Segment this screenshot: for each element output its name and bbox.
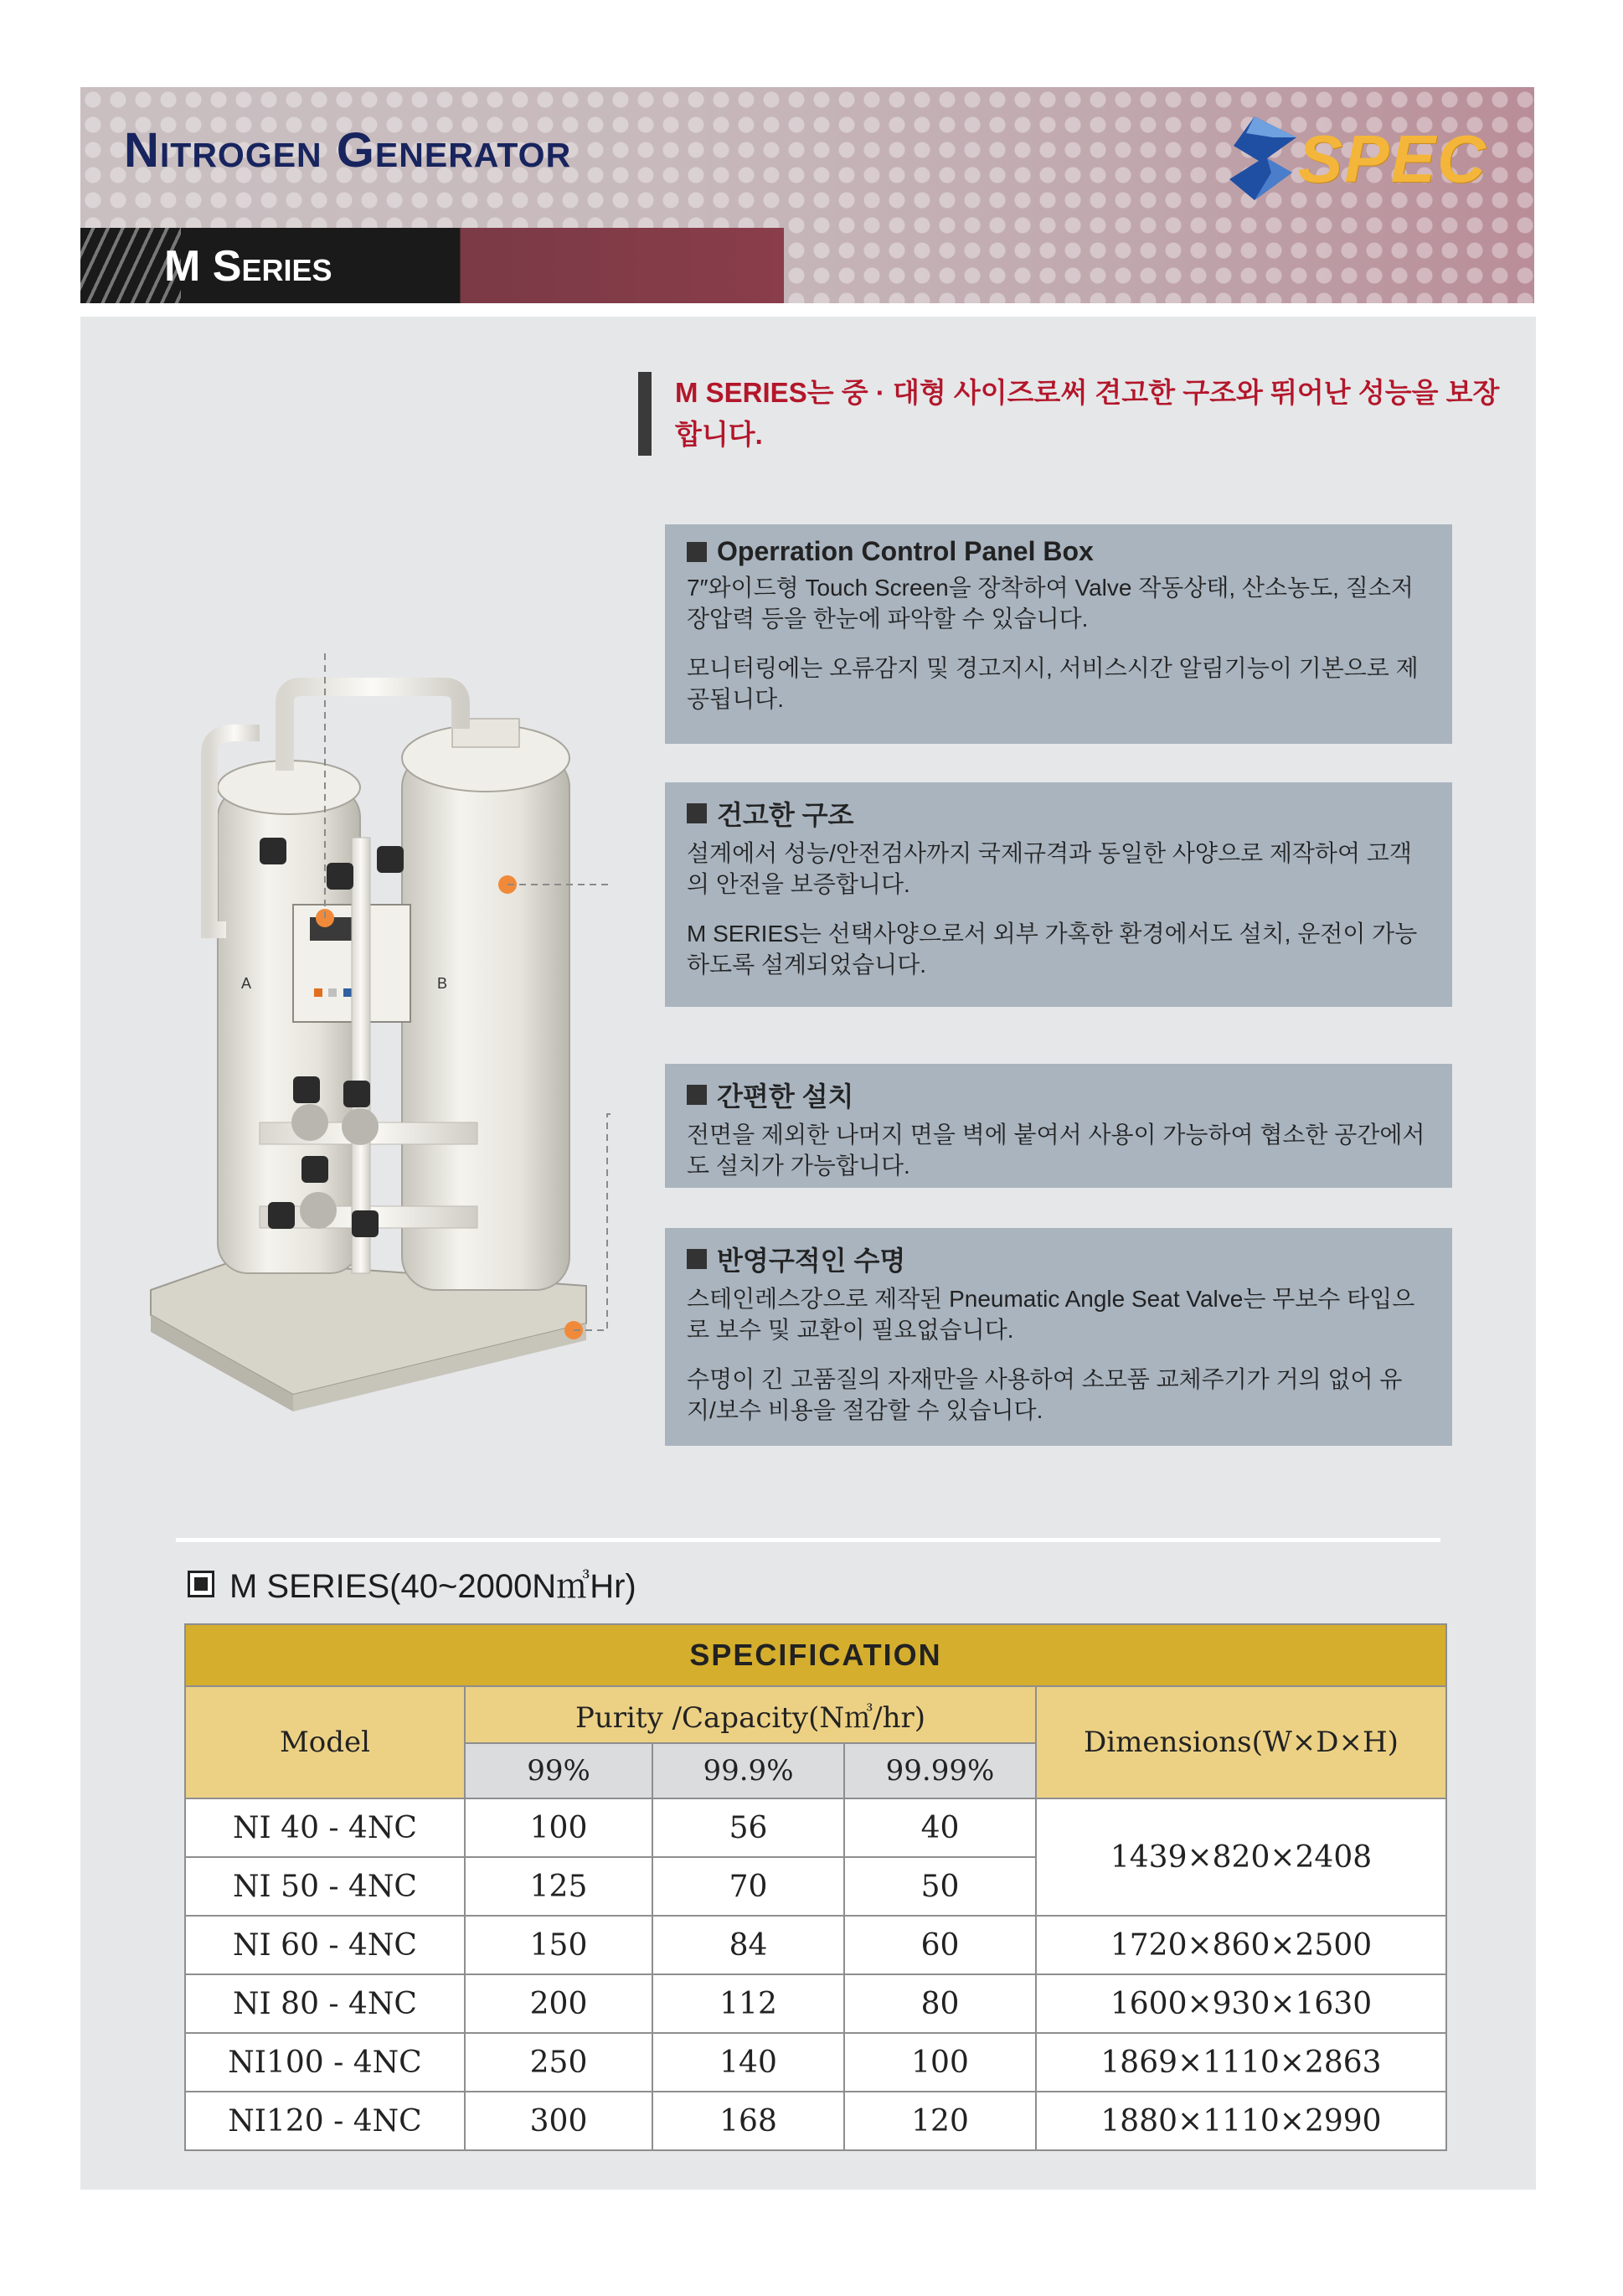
intro-text: M SERIES는 중 · 대형 사이즈로써 견고한 구조와 뛰어난 성능을 보장합니다.: [638, 372, 1506, 456]
capacity-cell: 50: [844, 1857, 1036, 1916]
capacity-cell: 140: [652, 2033, 844, 2092]
capacity-cell: 120: [844, 2092, 1036, 2150]
purity-header: 99.9%: [652, 1743, 844, 1798]
square-bullet-icon: [687, 1249, 707, 1269]
logo-text: SPEC: [1298, 121, 1487, 196]
capacity-cell: 40: [844, 1798, 1036, 1857]
spec-heading-text: M SERIES(40~2000N㎥Hr): [229, 1568, 636, 1605]
divider: [176, 1538, 1440, 1542]
column-header-dimensions: Dimensions(W×D×H): [1036, 1686, 1446, 1798]
feature-control-panel: [665, 524, 1452, 744]
dimensions-cell: 1880×1110×2990: [1036, 2092, 1446, 2150]
feature-structure: [665, 782, 1452, 1007]
model-cell: NI 40 - 4NC: [185, 1798, 465, 1857]
capacity-cell: 80: [844, 1974, 1036, 2033]
spec-heading: [188, 1560, 636, 1607]
square-bullet-icon: [188, 1571, 214, 1597]
feature-title: 건고한 구조: [717, 800, 854, 830]
model-cell: NI120 - 4NC: [185, 2092, 465, 2150]
column-header-purity: Purity /Capacity(N㎥/hr): [465, 1686, 1036, 1743]
capacity-cell: 250: [465, 2033, 652, 2092]
capacity-cell: 200: [465, 1974, 652, 2033]
feature-text: 수명이 긴 고품질의 자재만을 사용하여 소모품 교체주기가 거의 없어 유지/보수 비용을 절감할 수 있습니다.: [687, 1366, 1403, 1423]
purity-header: 99.99%: [844, 1743, 1036, 1798]
table-row: [185, 2033, 1446, 2092]
tank-a-label: A: [241, 975, 252, 992]
model-cell: NI100 - 4NC: [185, 2033, 465, 2092]
capacity-cell: 150: [465, 1916, 652, 1974]
feature-installation: [665, 1064, 1452, 1188]
model-cell: NI 50 - 4NC: [185, 1857, 465, 1916]
feature-text: 스테인레스강으로 제작된 Pneumatic Angle Seat Valve는 무보수 타입으로 보수 및 교환이 필요없습니다.: [687, 1286, 1415, 1343]
capacity-cell: 100: [844, 2033, 1036, 2092]
model-cell: NI 60 - 4NC: [185, 1916, 465, 1974]
dimensions-cell: 1600×930×1630: [1036, 1974, 1446, 2033]
column-header-model: Model: [185, 1686, 465, 1798]
feature-lifespan: [665, 1228, 1452, 1446]
feature-text: 7″와이드형 Touch Screen을 장착하여 Valve 작동상태, 산소농도, 질소저장압력 등을 한눈에 파악할 수 있습니다.: [687, 575, 1414, 632]
model-cell: NI 80 - 4NC: [185, 1974, 465, 2033]
square-bullet-icon: [687, 542, 707, 562]
nitrogen-generator-illustration: [142, 653, 611, 1424]
feature-text: 모니터링에는 오류감지 및 경고지시, 서비스시간 알림기능이 기본으로 제공됩니다.: [687, 655, 1419, 712]
capacity-cell: 60: [844, 1916, 1036, 1974]
feature-text: 전면을 제외한 나머지 면을 벽에 붙여서 사용이 가능하여 협소한 공간에서도 설치가 가능합니다.: [687, 1122, 1425, 1179]
spec-logo: [1221, 112, 1506, 204]
feature-text: 설계에서 성능/안전검사까지 국제규격과 동일한 사양으로 제작하여 고객의 안전을 보증합니다.: [687, 840, 1412, 897]
series-label: M Series: [164, 242, 332, 291]
purity-header: 99%: [465, 1743, 652, 1798]
tank-b-label: B: [437, 975, 448, 992]
dimensions-cell: 1439×820×2408: [1036, 1798, 1446, 1916]
spec-logo-icon: [1221, 112, 1305, 204]
capacity-cell: 112: [652, 1974, 844, 2033]
square-bullet-icon: [687, 803, 707, 823]
table-row: [185, 1974, 1446, 2033]
feature-text: M SERIES는 선택사양으로서 외부 가혹한 환경에서도 설치, 운전이 가능하도록 설계되었습니다.: [687, 921, 1418, 978]
capacity-cell: 100: [465, 1798, 652, 1857]
dimensions-cell: 1869×1110×2863: [1036, 2033, 1446, 2092]
square-bullet-icon: [687, 1085, 707, 1105]
capacity-cell: 168: [652, 2092, 844, 2150]
dimensions-cell: 1720×860×2500: [1036, 1916, 1446, 1974]
table-row: [185, 1916, 1446, 1974]
capacity-cell: 56: [652, 1798, 844, 1857]
capacity-cell: 70: [652, 1857, 844, 1916]
table-row: [185, 2092, 1446, 2150]
page-title: Nitrogen Generator: [124, 123, 572, 178]
feature-title: Operration Control Panel Box: [717, 536, 1094, 566]
capacity-cell: 84: [652, 1916, 844, 1974]
capacity-cell: 125: [465, 1857, 652, 1916]
feature-title: 반영구적인 수명: [717, 1246, 906, 1276]
capacity-cell: 300: [465, 2092, 652, 2150]
series-bar: [80, 228, 784, 303]
table-row: [185, 1798, 1446, 1857]
spec-table-title: SPECIFICATION: [185, 1624, 1446, 1686]
specification-table: [184, 1623, 1447, 2151]
feature-title: 간편한 설치: [717, 1081, 854, 1112]
header-banner: [80, 87, 1534, 303]
